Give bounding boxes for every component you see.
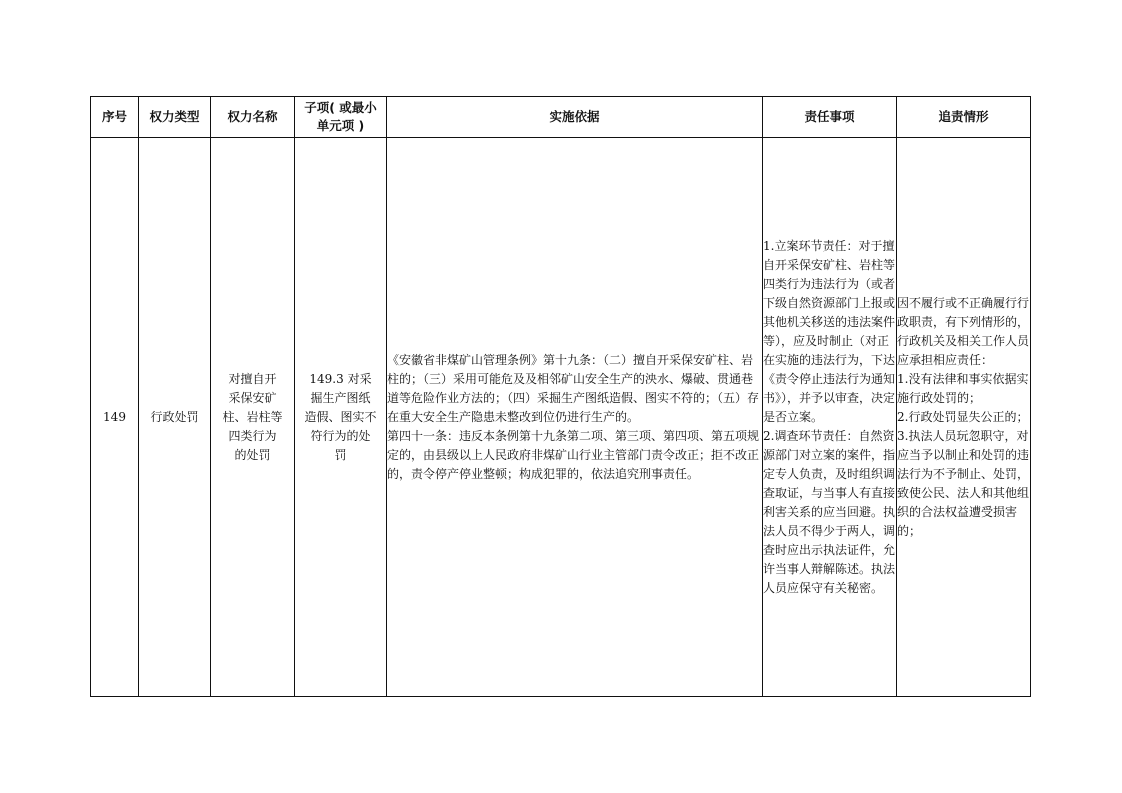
cell-power-type: 行政处罚 (139, 138, 211, 697)
cell-seq: 149 (91, 138, 139, 697)
cell-sub-item: 149.3 对采 掘生产图纸 造假、图实不 符行为的处 罚 (295, 138, 387, 697)
cell-duty: 1.立案环节责任：对于擅自开采保安矿柱、岩柱等四类行为违法行为（或者下级自然资源部门上报或其他机关移送的违法案件等），应及时制止（对正在实施的违法行为，下达《责令停止违法行为通知书》），并予以审查，决定是否立案。 2.调查环节责任：自然资源部门对立案的案件，指定专人负责，及时组织调查取证，与当事人有直接利害关系的应当回避。执法人员不得少于两人，调查时应出示执法证件，允许当事人辩解陈述。执法人员应保守有关秘密。 (763, 138, 897, 697)
header-power-type: 权力类型 (139, 97, 211, 138)
header-sub-item: 子项( 或最小 单元项 ) (295, 97, 387, 138)
header-accountability: 追责情形 (897, 97, 1031, 138)
cell-accountability: 因不履行或不正确履行行政职责，有下列情形的，行政机关及相关工作人员应承担相应责任： 1.没有法律和事实依据实施行政处罚的； 2.行政处罚显失公正的； 3.执法人员玩忽职守，对应当予以制止和处罚的违法行为不予制止、处罚，致使公民、法人和其他组织的合法权益遭受损害的； (897, 138, 1031, 697)
power-list-table (90, 96, 1031, 697)
table-row (91, 138, 1031, 697)
header-seq: 序号 (91, 97, 139, 138)
cell-basis: 《安徽省非煤矿山管理条例》第十九条：（二）擅自开采保安矿柱、岩柱的；（三）采用可能危及及相邻矿山安全生产的泱水、爆破、贯通巷道等危险作业方法的；（四）采掘生产图纸造假、图实不符的；（五）存在重大安全生产隐患未整改到位仍进行生产的。 第四十一条：违反本条例第十九条第二项、第三项、第四项、第五项规定的，由县级以上人民政府非煤矿山行业主管部门责令改正；拒不改正的，责令停产停业整顿；构成犯罪的，依法追究刑事责任。 (387, 138, 763, 697)
header-duty: 责任事项 (763, 97, 897, 138)
cell-power-name: 对擅自开 采保安矿 柱、岩柱等 四类行为 的处罚 (211, 138, 295, 697)
header-basis: 实施依据 (387, 97, 763, 138)
header-power-name: 权力名称 (211, 97, 295, 138)
header-row (91, 97, 1031, 138)
